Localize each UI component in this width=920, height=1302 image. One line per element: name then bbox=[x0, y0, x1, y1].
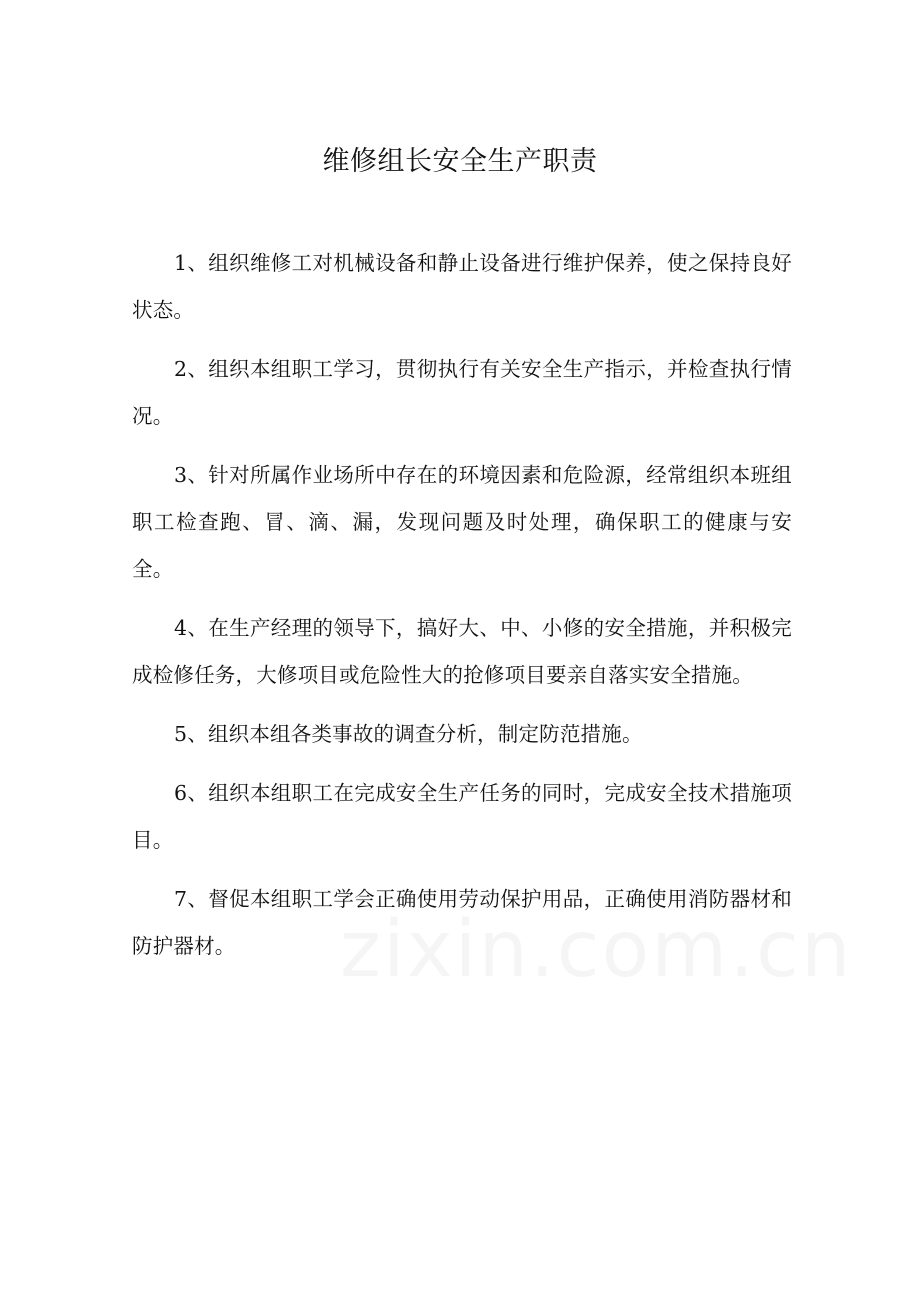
duty-item-3: 3、针对所属作业场所中存在的环境因素和危险源，经常组织本班组职工检查跑、冒、滴、漏，发现问题及时处理，确保职工的健康与安全。 bbox=[132, 463, 792, 581]
duty-item-6: 6、组织本组职工在完成安全生产任务的同时，完成安全技术措施项目。 bbox=[132, 781, 792, 852]
duty-item-5: 5、组织本组各类事故的调查分析，制定防范措施。 bbox=[174, 722, 643, 746]
duty-item-2: 2、组织本组职工学习，贯彻执行有关安全生产指示，并检查执行情况。 bbox=[132, 357, 792, 428]
document-title: 维修组长安全生产职责 bbox=[322, 146, 598, 177]
document-body bbox=[132, 240, 792, 982]
duty-item-1: 1、组织维修工对机械设备和静止设备进行维护保养，使之保持良好状态。 bbox=[132, 251, 792, 322]
duty-item-7: 7、督促本组职工学会正确使用劳动保护用品，正确使用消防器材和防护器材。 bbox=[132, 887, 792, 958]
duty-item-4: 4、在生产经理的领导下，搞好大、中、小修的安全措施，并积极完成检修任务，大修项目或危险性大的抢修项目要亲自落实安全措施。 bbox=[132, 616, 792, 687]
